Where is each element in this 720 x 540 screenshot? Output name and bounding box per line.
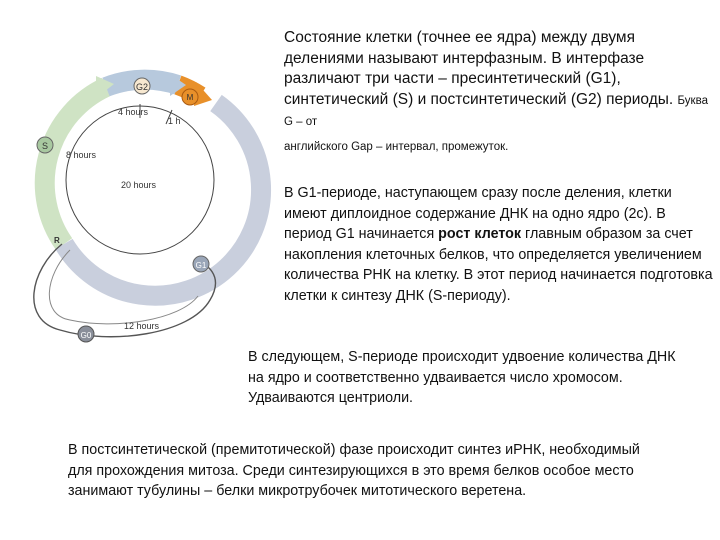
g1-text-after: главным образом за счет накопления клеточных белков, что определяется увеличением количества РНК на клетку. В этот период начинается подготовка клетки к синтезу ДНК (S-периоду). — [284, 226, 713, 304]
g1-label: G1 — [195, 261, 207, 270]
s-duration: 8 hours — [66, 150, 97, 160]
s-paragraph: В следующем, S-периоде происходит удвоение количества ДНК на ядро и соответственно удваивается число хромосом. Удваиваются центриоли. — [248, 349, 676, 406]
g2-duration: 4 hours — [118, 107, 149, 117]
intro-paragraph — [284, 28, 714, 157]
g2-paragraph: В постсинтетической (премитотической) фазе происходит синтез иРНК, необходимый для прохождения митоза. Среди синтезирующихся в это время белков особое место занимают тубулины – белки микротрубочек митотического веретена. — [68, 442, 640, 499]
g1-bold-term: рост клеток — [438, 226, 522, 242]
g2-label: G2 — [135, 82, 149, 92]
m-label: M — [186, 93, 194, 102]
intro-note-inline: Буква G – от — [284, 94, 708, 128]
restriction-point-label: R — [54, 236, 60, 245]
g1-text-before: В G1-периоде, наступающем сразу после деления, клетки имеют диплоидное содержание ДНК на одно ядро (2с). В период G1 начинается — [284, 185, 672, 242]
intro-main-text: Состояние клетки (точнее ее ядра) между двумя делениями называют интерфазным. В интерфазе различают три части – пресинтетический (G1), синтетический (S) и постсинтетический (G2) периоды. — [284, 29, 674, 108]
s-label: S — [41, 141, 49, 151]
cell-cycle-diagram — [0, 0, 290, 360]
s-phase-band — [45, 87, 106, 244]
g1-phase-band — [64, 103, 261, 296]
m-duration: 1 h — [168, 116, 181, 126]
g0-label: G0 — [80, 331, 92, 340]
g1-paragraph — [284, 183, 716, 306]
total-duration: 20 hours — [121, 180, 157, 190]
intro-note-block: английского Gap – интервал, промежуток. — [284, 140, 509, 153]
g0-duration: 12 hours — [124, 321, 160, 331]
